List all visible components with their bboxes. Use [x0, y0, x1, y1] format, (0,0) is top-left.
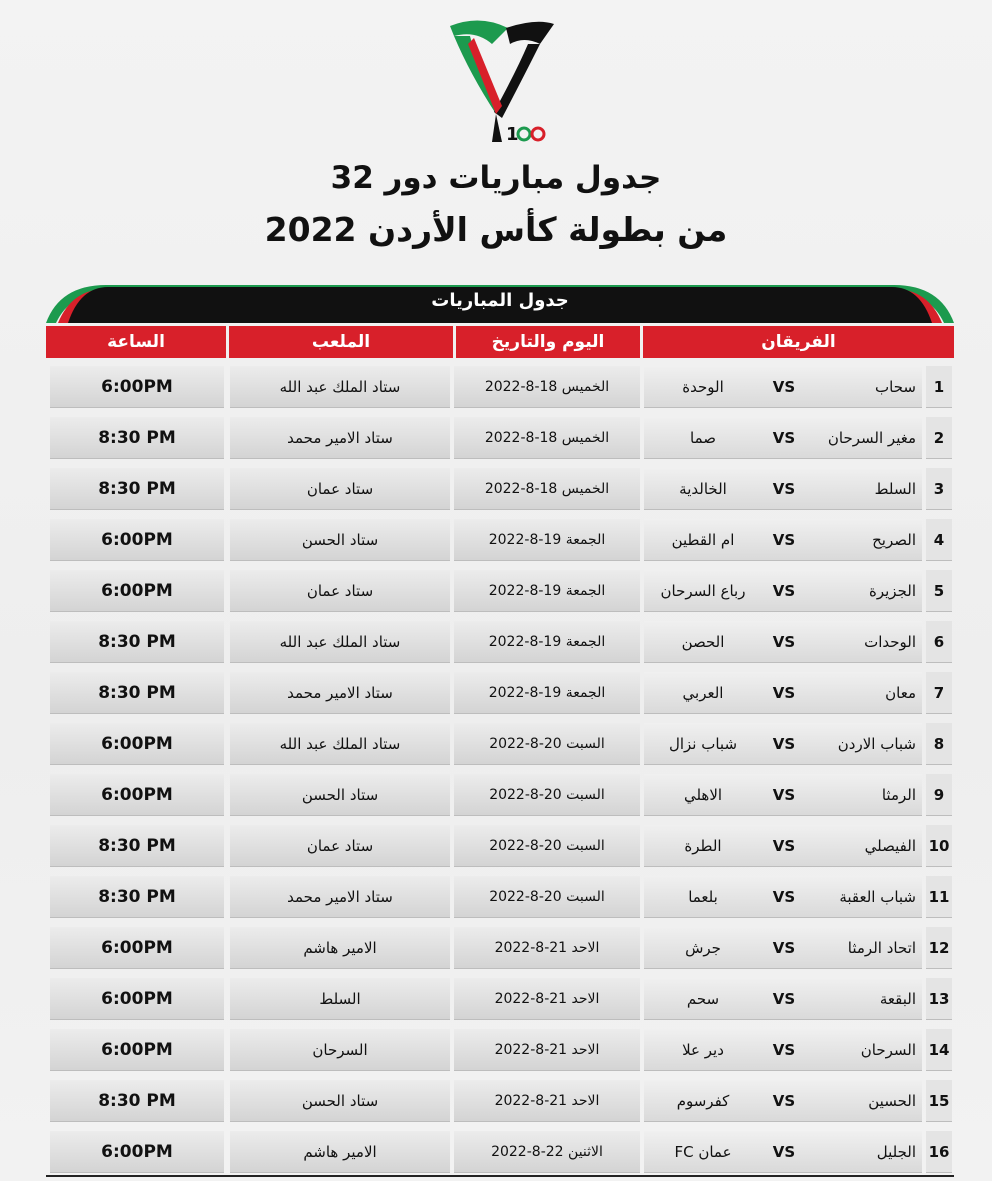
match-teams	[644, 417, 922, 459]
match-teams	[644, 927, 922, 969]
away-team: الخالدية	[679, 480, 727, 498]
away-team: الوحدة	[682, 378, 724, 396]
table-row	[46, 1029, 954, 1071]
header-stadium: الملعب	[229, 326, 453, 358]
table-row	[46, 621, 954, 663]
match-stadium: السرحان	[230, 1029, 450, 1071]
match-time: 6:00PM	[50, 1029, 224, 1071]
match-number: 11	[926, 876, 952, 918]
match-time: 8:30 PM	[50, 672, 224, 714]
match-stadium: ستاد الملك عبد الله	[230, 366, 450, 408]
match-stadium: ستاد الامير محمد	[230, 417, 450, 459]
svg-text:1: 1	[506, 124, 519, 145]
jordan-cup-trophy-icon	[440, 14, 560, 149]
match-time: 6:00PM	[50, 774, 224, 816]
away-team: جرش	[685, 939, 721, 957]
page-subtitle: من بطولة كأس الأردن 2022	[264, 210, 728, 249]
match-stadium: ستاد الحسن	[230, 1080, 450, 1122]
away-team: الطرة	[684, 837, 722, 855]
match-number: 7	[926, 672, 952, 714]
table-row	[46, 1080, 954, 1122]
match-teams	[644, 570, 922, 612]
match-stadium: ستاد الامير محمد	[230, 672, 450, 714]
match-number: 4	[926, 519, 952, 561]
table-row	[46, 519, 954, 561]
table-row	[46, 570, 954, 612]
match-time: 8:30 PM	[50, 621, 224, 663]
away-team: سحم	[686, 990, 720, 1008]
table-row	[46, 723, 954, 765]
home-team: البقعة	[879, 990, 916, 1008]
home-team: مغير السرحان	[827, 429, 916, 447]
band-title: جدول المباريات	[431, 290, 569, 311]
away-team: رباع السرحان	[660, 582, 746, 600]
table-row	[46, 927, 954, 969]
header-date: اليوم والتاريخ	[456, 326, 640, 358]
match-stadium: ستاد الحسن	[230, 774, 450, 816]
match-date: السبت 20-8-2022	[454, 876, 640, 918]
table-row	[46, 876, 954, 918]
match-teams	[644, 621, 922, 663]
home-team: السرحان	[860, 1041, 916, 1059]
schedule-band	[46, 283, 954, 323]
match-number: 12	[926, 927, 952, 969]
table-row	[46, 468, 954, 510]
vs-label: VS	[772, 684, 796, 702]
away-team: دير علا	[682, 1041, 724, 1059]
match-number: 5	[926, 570, 952, 612]
table-row	[46, 417, 954, 459]
vs-label: VS	[772, 1143, 796, 1161]
away-team: الحصن	[681, 633, 725, 651]
header-time: الساعة	[46, 326, 226, 358]
home-team: شباب العقبة	[839, 888, 916, 906]
match-teams	[644, 1080, 922, 1122]
match-number: 10	[926, 825, 952, 867]
away-team: صما	[690, 429, 716, 447]
away-team: الاهلي	[683, 786, 723, 804]
match-date: الاثنين 22-8-2022	[454, 1131, 640, 1173]
match-time: 6:00PM	[50, 978, 224, 1020]
vs-label: VS	[772, 1092, 796, 1110]
table-bottom-border	[46, 1175, 954, 1177]
match-date: الخميس 18-8-2022	[454, 417, 640, 459]
table-row	[46, 978, 954, 1020]
table-header	[46, 326, 954, 358]
vs-label: VS	[772, 582, 796, 600]
table-row	[46, 672, 954, 714]
home-team: شباب الاردن	[837, 735, 916, 753]
vs-label: VS	[772, 1041, 796, 1059]
vs-label: VS	[772, 990, 796, 1008]
match-number: 9	[926, 774, 952, 816]
match-date: الاحد 21-8-2022	[454, 978, 640, 1020]
away-team: عمان FC	[674, 1143, 732, 1161]
match-date: الجمعة 19-8-2022	[454, 570, 640, 612]
match-time: 8:30 PM	[50, 417, 224, 459]
match-stadium: الامير هاشم	[230, 927, 450, 969]
match-teams	[644, 519, 922, 561]
vs-label: VS	[772, 939, 796, 957]
match-number: 15	[926, 1080, 952, 1122]
away-team: كفرسوم	[676, 1092, 730, 1110]
match-teams	[644, 672, 922, 714]
page-title: جدول مباريات دور 32	[330, 160, 662, 196]
table-row	[46, 825, 954, 867]
vs-label: VS	[772, 531, 796, 549]
match-date: الجمعة 19-8-2022	[454, 519, 640, 561]
home-team: الجزيرة	[868, 582, 916, 600]
match-teams	[644, 825, 922, 867]
match-date: الخميس 18-8-2022	[454, 468, 640, 510]
match-time: 8:30 PM	[50, 1080, 224, 1122]
table-row	[46, 774, 954, 816]
away-team: بلعما	[688, 888, 718, 906]
home-team: الرمثا	[881, 786, 916, 804]
match-time: 8:30 PM	[50, 825, 224, 867]
home-team: السلط	[874, 480, 916, 498]
match-number: 2	[926, 417, 952, 459]
match-time: 6:00PM	[50, 927, 224, 969]
home-team: الحسين	[868, 1092, 916, 1110]
match-teams	[644, 1131, 922, 1173]
match-date: الاحد 21-8-2022	[454, 1029, 640, 1071]
match-date: السبت 20-8-2022	[454, 723, 640, 765]
match-number: 14	[926, 1029, 952, 1071]
home-team: اتحاد الرمثا	[847, 939, 916, 957]
vs-label: VS	[772, 378, 796, 396]
home-team: الفيصلي	[864, 837, 916, 855]
table-row	[46, 366, 954, 408]
match-date: الخميس 18-8-2022	[454, 366, 640, 408]
match-number: 8	[926, 723, 952, 765]
match-date: السبت 20-8-2022	[454, 825, 640, 867]
table-row	[46, 1131, 954, 1173]
vs-label: VS	[772, 480, 796, 498]
vs-label: VS	[772, 786, 796, 804]
match-number: 3	[926, 468, 952, 510]
match-time: 6:00PM	[50, 519, 224, 561]
header-teams: الفريقان	[643, 326, 954, 358]
away-team: شباب نزال	[668, 735, 738, 753]
match-time: 8:30 PM	[50, 876, 224, 918]
vs-label: VS	[772, 837, 796, 855]
match-teams	[644, 1029, 922, 1071]
match-teams	[644, 774, 922, 816]
match-stadium: السلط	[230, 978, 450, 1020]
match-date: السبت 20-8-2022	[454, 774, 640, 816]
match-teams	[644, 366, 922, 408]
home-team: معان	[885, 684, 916, 702]
match-date: الجمعة 19-8-2022	[454, 672, 640, 714]
home-team: الجليل	[876, 1143, 916, 1161]
match-time: 6:00PM	[50, 1131, 224, 1173]
match-teams	[644, 723, 922, 765]
match-stadium: الامير هاشم	[230, 1131, 450, 1173]
match-time: 8:30 PM	[50, 468, 224, 510]
match-number: 6	[926, 621, 952, 663]
match-number: 1	[926, 366, 952, 408]
match-date: الجمعة 19-8-2022	[454, 621, 640, 663]
match-time: 6:00PM	[50, 570, 224, 612]
match-date: الاحد 21-8-2022	[454, 927, 640, 969]
home-team: سحاب	[875, 378, 916, 396]
match-stadium: ستاد عمان	[230, 825, 450, 867]
match-date: الاحد 21-8-2022	[454, 1080, 640, 1122]
home-team: الوحدات	[864, 633, 916, 651]
vs-label: VS	[772, 888, 796, 906]
vs-label: VS	[772, 633, 796, 651]
match-stadium: ستاد الملك عبد الله	[230, 723, 450, 765]
match-stadium: ستاد عمان	[230, 570, 450, 612]
match-stadium: ستاد الامير محمد	[230, 876, 450, 918]
match-stadium: ستاد عمان	[230, 468, 450, 510]
match-teams	[644, 876, 922, 918]
away-team: ام القطين	[671, 531, 735, 549]
match-stadium: ستاد الملك عبد الله	[230, 621, 450, 663]
match-number: 16	[926, 1131, 952, 1173]
match-teams	[644, 468, 922, 510]
match-stadium: ستاد الحسن	[230, 519, 450, 561]
away-team: العربي	[682, 684, 724, 702]
home-team: الصريح	[872, 531, 916, 549]
match-teams	[644, 978, 922, 1020]
vs-label: VS	[772, 735, 796, 753]
match-number: 13	[926, 978, 952, 1020]
match-time: 6:00PM	[50, 723, 224, 765]
vs-label: VS	[772, 429, 796, 447]
match-time: 6:00PM	[50, 366, 224, 408]
